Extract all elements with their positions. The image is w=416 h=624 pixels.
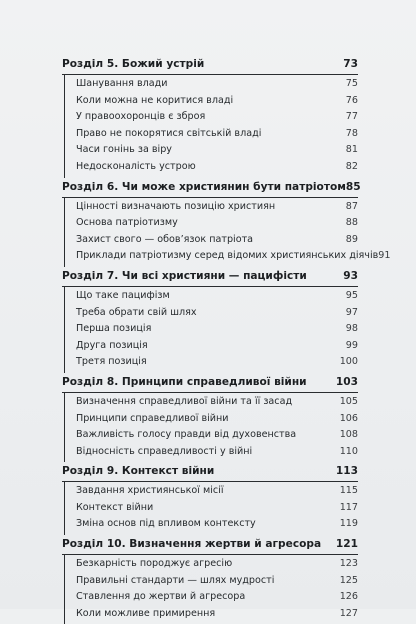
item-title: Правильні стандарти — шлях мудрості [76, 574, 275, 586]
item-page: 78 [345, 127, 358, 139]
toc-item[interactable] [76, 573, 358, 590]
section-title: Розділ 5. Божий устрій [62, 58, 205, 70]
item-title: Безкарність породжує агресію [76, 558, 233, 570]
table-of-contents [62, 55, 391, 624]
toc-item[interactable] [76, 142, 358, 159]
toc-item[interactable] [76, 126, 358, 143]
toc-item[interactable] [76, 248, 391, 265]
toc-item[interactable] [76, 411, 358, 428]
item-page: 99 [345, 339, 358, 351]
toc-section-heading[interactable] [62, 55, 358, 75]
item-title: Що таке пацифізм [76, 289, 170, 301]
toc-item[interactable] [76, 556, 358, 573]
item-title: Коли можна не коритися владі [76, 94, 234, 106]
item-title: Завдання християнської місії [76, 485, 224, 497]
toc-item[interactable] [76, 483, 358, 500]
section-title: Розділ 6. Чи може християнин бути патріотом [62, 180, 346, 193]
toc-section-heading[interactable] [62, 373, 358, 393]
toc-section-6 [62, 178, 391, 267]
item-page: 87 [345, 200, 358, 212]
item-title: Друга позиція [76, 339, 148, 351]
section-page: 121 [335, 538, 358, 551]
item-title: Захист свого — обов’язок патріота [76, 233, 254, 245]
toc-section-heading[interactable] [62, 535, 358, 555]
toc-item[interactable] [76, 516, 358, 533]
section-page: 103 [335, 375, 358, 388]
item-title: Перша позиція [76, 323, 152, 335]
toc-item[interactable] [76, 199, 358, 216]
item-page: 117 [339, 501, 358, 513]
toc-item[interactable] [76, 500, 358, 517]
toc-section-heading[interactable] [62, 267, 358, 287]
item-page: 89 [345, 233, 358, 245]
toc-section-9 [62, 462, 358, 535]
item-page: 97 [345, 306, 358, 318]
toc-item[interactable] [76, 288, 358, 305]
toc-item[interactable] [76, 76, 358, 93]
toc-item[interactable] [76, 215, 358, 232]
toc-item[interactable] [76, 305, 358, 322]
item-title: Основа патріотизму [76, 217, 178, 229]
item-title: Зміна основ під впливом контексту [76, 518, 256, 530]
toc-item[interactable] [76, 427, 358, 444]
toc-section-items [64, 287, 358, 373]
toc-section-heading[interactable] [62, 462, 358, 482]
item-title: Коли можливе примирення [76, 607, 216, 619]
item-title: Відносність справедливості у війні [76, 445, 253, 457]
toc-item[interactable] [76, 394, 358, 411]
toc-item[interactable] [76, 109, 358, 126]
toc-section-items [64, 198, 391, 267]
section-page: 73 [343, 58, 358, 70]
toc-item[interactable] [76, 338, 358, 355]
toc-section-items [64, 75, 358, 178]
item-page: 106 [339, 412, 358, 424]
item-title: Контекст війни [76, 501, 154, 513]
item-page: 126 [339, 591, 358, 603]
item-page: 81 [345, 144, 358, 156]
item-page: 108 [339, 429, 358, 441]
toc-section-items [64, 555, 358, 624]
item-title: У правоохоронців є зброя [76, 111, 206, 123]
section-title: Розділ 10. Визначення жертви й агресора [62, 538, 322, 551]
item-title: Часи гонінь за віру [76, 144, 172, 156]
item-page: 95 [345, 289, 358, 301]
section-page: 93 [343, 269, 358, 282]
toc-item[interactable] [76, 444, 358, 461]
item-page: 123 [339, 558, 358, 570]
toc-item[interactable] [76, 589, 358, 606]
toc-section-heading[interactable] [62, 178, 361, 198]
section-title: Розділ 8. Принципи справедливої війни [62, 375, 307, 388]
toc-section-8 [62, 373, 358, 462]
item-page: 77 [345, 111, 358, 123]
toc-item[interactable] [76, 232, 358, 249]
toc-section-10 [62, 535, 358, 624]
section-title: Розділ 7. Чи всі християни — пацифісти [62, 269, 307, 282]
item-title: Важливість голосу правди від духовенства [76, 429, 297, 441]
item-title: Цінності визначають позицію християн [76, 200, 276, 212]
item-page: 110 [339, 445, 358, 457]
toc-section-5 [62, 55, 358, 178]
toc-section-items [64, 393, 358, 462]
toc-section-7 [62, 267, 358, 373]
item-page: 100 [339, 356, 358, 368]
item-page: 88 [345, 217, 358, 229]
section-page: 85 [345, 180, 361, 193]
toc-item[interactable] [76, 93, 358, 110]
toc-item[interactable] [76, 159, 358, 176]
item-title: Ставлення до жертви й агресора [76, 591, 246, 603]
item-page: 125 [339, 574, 358, 586]
toc-item[interactable] [76, 354, 358, 371]
item-title: Шанування влади [76, 78, 168, 89]
item-page: 76 [345, 94, 358, 106]
item-page: 127 [339, 607, 358, 619]
item-page: 98 [345, 323, 358, 335]
toc-item[interactable] [76, 606, 358, 623]
toc-section-items [64, 482, 358, 535]
toc-item[interactable] [76, 321, 358, 338]
item-title: Визначення справедливої війни та її засад [76, 395, 293, 407]
item-title: Треба обрати свій шлях [76, 306, 197, 318]
item-title: Принципи справедливої війни [76, 412, 229, 424]
item-title: Третя позиція [76, 356, 147, 368]
section-title: Розділ 9. Контекст війни [62, 465, 215, 478]
item-page: 82 [345, 160, 358, 172]
item-page: 91 [378, 250, 391, 262]
item-page: 115 [339, 485, 358, 497]
section-page: 113 [335, 465, 358, 478]
item-title: Приклади патріотизму серед відомих християнських діячів [76, 250, 379, 262]
item-title: Недосконалість устрою [76, 160, 196, 172]
item-page: 119 [339, 518, 358, 530]
item-page: 75 [345, 78, 358, 89]
item-title: Право не покорятися світській владі [76, 127, 262, 139]
item-page: 105 [339, 395, 358, 407]
